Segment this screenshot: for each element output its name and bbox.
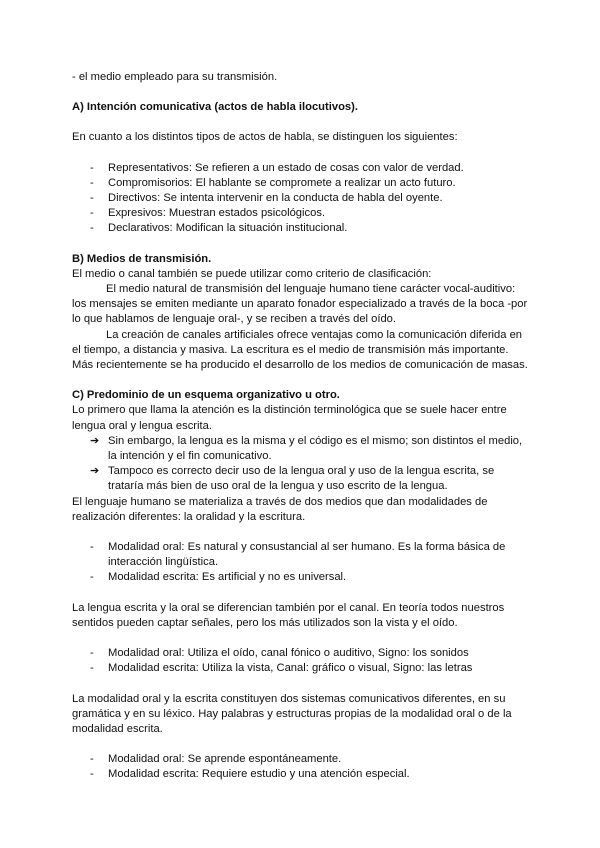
list-item: - Modalidad oral: Utiliza el oído, canal fónico o auditivo, Signo: los sonidos [72, 646, 532, 661]
dash-bullet: - [90, 647, 94, 660]
modality-list-1 [72, 540, 532, 586]
section-a-intro: En cuanto a los distintos tipos de actos de habla, se distinguen los siguientes: [72, 131, 458, 144]
list-item: - Modalidad escrita: Utiliza la vista, Canal: gráfico o visual, Signo: las letras [72, 661, 532, 676]
modality-list-2 [72, 646, 532, 676]
document-page [72, 70, 532, 783]
dash-bullet: - [90, 207, 94, 220]
section-c-paragraph: Lo primero que llama la atención es la distinción terminológica que se suele hacer entre lengua oral y lengua escrita. [72, 404, 507, 432]
list-item: - Modalidad escrita: Requiere estudio y una atención especial. [72, 767, 532, 782]
arrow-list [72, 434, 532, 495]
section-c-heading: C) Predominio de un esquema organizativo u otro. [72, 389, 340, 402]
section-b-paragraph: El medio natural de transmisión del lenguaje humano tiene carácter vocal-auditivo: los mensajes se emiten mediante un aparato fonador especializado a través de la boca -por lo que hablamos de lenguaje oral-, y se reciben a través del oído. [72, 283, 528, 326]
modality-list-3 [72, 752, 532, 782]
dash-bullet: - [90, 571, 94, 584]
intro-line: - el medio empleado para su transmisión. [72, 71, 278, 83]
list-item: - Directivos: Se intenta intervenir en la conducta de habla del oyente. [72, 191, 532, 206]
list-item: - Modalidad oral: Es natural y consustancial al ser humano. Es la forma básica de interacción lingüística. [90, 541, 506, 569]
list-item: - Modalidad oral: Se aprende espontáneamente. [72, 752, 532, 767]
list-item: ➔ Tampoco es correcto decir uso de la lengua oral y uso de la lengua escrita, se trataría más bien de uso oral de la lengua y uso escrito de la lengua. [90, 465, 495, 493]
arrow-icon: ➔ [90, 434, 100, 447]
list-item: - Declarativos: Modifican la situación institucional. [72, 221, 532, 236]
section-b-paragraph: La creación de canales artificiales ofrece ventajas como la comunicación diferida en el tiempo, a distancia y masiva. La escritura es el medio de transmisión más importante. Más recientemente se ha producido el desarrollo de los medios de comunicación de masas. [72, 328, 528, 372]
dash-bullet: - [90, 768, 94, 781]
dash-bullet: - [90, 753, 94, 766]
section-b-heading: B) Medios de transmisión. [72, 252, 212, 265]
speech-act-list [72, 161, 532, 237]
section-a-heading: A) Intención comunicativa (actos de habla ilocutivos). [72, 101, 358, 114]
dash-bullet: - [90, 662, 94, 675]
arrow-icon: ➔ [90, 465, 100, 478]
list-item: - Modalidad escrita: Es artificial y no es universal. [72, 570, 532, 585]
section-c-paragraph: El lenguaje humano se materializa a través de dos medios que dan modalidades de realización diferentes: la oralidad y la escritura. [72, 495, 488, 523]
list-item: - Expresivos: Muestran estados psicológicos. [72, 206, 532, 221]
dash-bullet: - [90, 192, 94, 205]
list-item: - Compromisorios: El hablante se compromete a realizar un acto futuro. [72, 176, 532, 191]
section-c-paragraph: La lengua escrita y la oral se diferencian también por el canal. En teoría todos nuestros sentidos pueden captar señales, pero los más utilizados son la vista y el oído. [72, 601, 505, 629]
section-c-paragraph: La modalidad oral y la escrita constituyen dos sistemas comunicativos diferentes, en su gramática y en su léxico. Hay palabras y estructuras propias de la modalidad oral o de la modalidad escrita. [72, 692, 512, 735]
section-b-paragraph: El medio o canal también se puede utilizar como criterio de clasificación: [72, 267, 432, 280]
list-item: - Representativos: Se refieren a un estado de cosas con valor de verdad. [72, 161, 532, 176]
dash-bullet: - [90, 176, 94, 189]
list-item: ➔ Sin embargo, la lengua es la misma y el código es el mismo; son distintos el medio, la intención y el fin comunicativo. [90, 434, 523, 463]
dash-bullet: - [90, 161, 94, 174]
dash-bullet: - [90, 222, 94, 235]
dash-bullet: - [90, 541, 94, 554]
